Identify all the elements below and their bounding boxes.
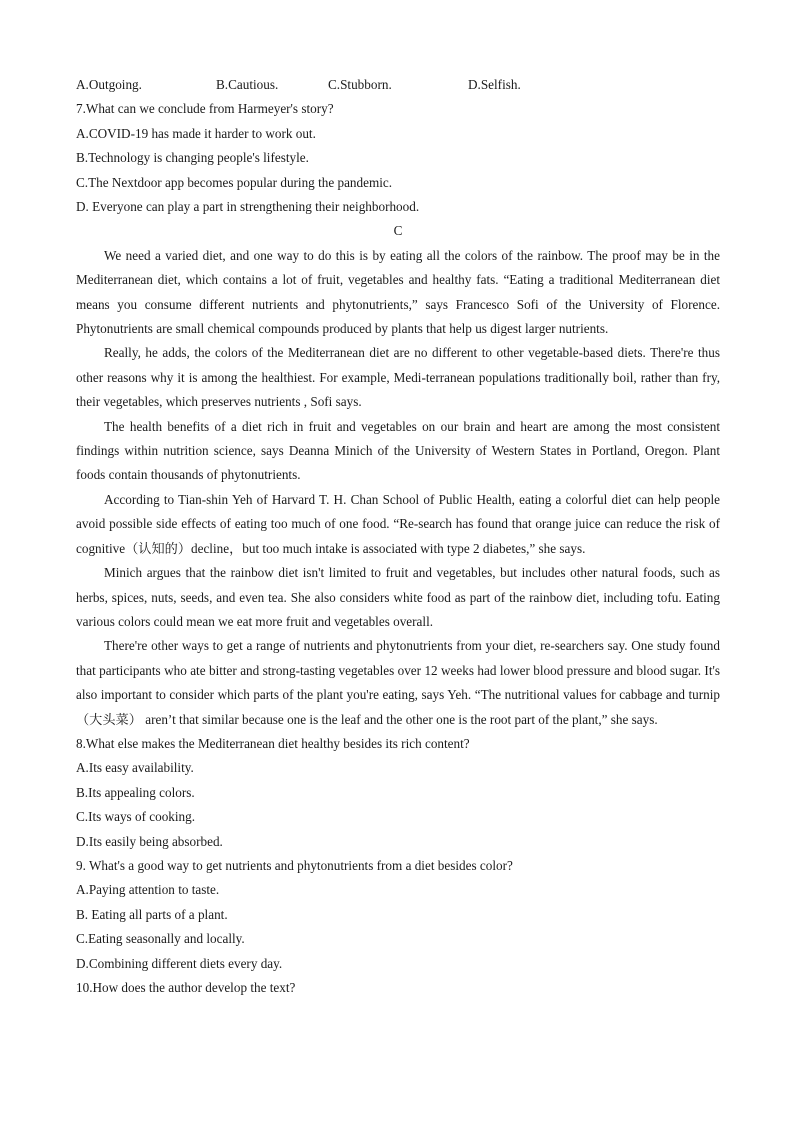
passage-paragraph: We need a varied diet, and one way to do this is by eating all the colors of the rainbow. The proof may be in the Mediterranean diet, which contains a lot of fruit, vegetables and healthy fats. “Eating a traditional Mediterranean diet means you consume different nutrients and phytonutrients,” says Francesco Sofi of the University of Florence. Phytonutrients are small chemical compounds produced by plants that help us digest larger nutrients. xyxy=(76,247,720,337)
q8-option-d: D.Its easily being absorbed. xyxy=(76,833,223,849)
passage-paragraph: Minich argues that the rainbow diet isn't limited to fruit and vegetables, but includes other natural foods, such as herbs, spices, nuts, seeds, and even tea. She also considers white food as part of the rainbow diet, including tofu. Eating various colors could mean we eat more fruit and vegetables overall. xyxy=(76,565,720,629)
q8-option-b: B.Its appealing colors. xyxy=(76,784,195,800)
q7-option-a: A.COVID-19 has made it harder to work out. xyxy=(76,125,316,141)
q7-option-d: D. Everyone can play a part in strengthening their neighborhood. xyxy=(76,199,420,215)
q8-question: 8.What else makes the Mediterranean diet healthy besides its rich content? xyxy=(76,735,470,751)
q9-option-d: D.Combining different diets every day. xyxy=(76,955,283,971)
section-label: C xyxy=(393,223,403,239)
q8-option-a: A.Its easy availability. xyxy=(76,760,194,776)
q9-option-c: C.Eating seasonally and locally. xyxy=(76,931,245,947)
q9-option-a: A.Paying attention to taste. xyxy=(76,882,220,898)
q8-option-c: C.Its ways of cooking. xyxy=(76,809,196,825)
q6-options xyxy=(76,73,720,97)
q9-option-b: B. Eating all parts of a plant. xyxy=(76,906,228,922)
q6-option-b: B.Cautious. xyxy=(216,77,279,92)
passage-paragraph: The health benefits of a diet rich in fruit and vegetables on our brain and heart are among the most consistent findings within nutrition science, says Deanna Minich of the University of Western States in Portland, Oregon. Plant foods contain thousands of phytonutrients. xyxy=(76,418,720,483)
q7-question: 7.What can we conclude from Harmeyer's story? xyxy=(76,101,334,117)
q6-option-a: A.Outgoing. xyxy=(76,77,142,92)
passage-paragraph: There're other ways to get a range of nutrients and phytonutrients from your diet, re-searchers say. One study found that participants who ate bitter and strong-tasting vegetables over 12 weeks had lower blood pressure and blood sugar. It's also important to consider which parts of the plant you're eating, says Yeh. “The nutritional values for cabbage and turnip （大头菜） aren’t that similar because one is the leaf and the other one is the root part of the plant,” she says. xyxy=(76,638,720,727)
exam-page xyxy=(76,73,720,1000)
q10-question: 10.How does the author develop the text? xyxy=(76,980,296,996)
passage-paragraph: Really, he adds, the colors of the Mediterranean diet are no different to other vegetable-based diets. There're thus other reasons why it is among the healthiest. For example, Medi-terranean populations traditionally boil, rather than fry, their vegetables, which preserves nutrients , Sofi says. xyxy=(76,345,720,410)
q7-option-b: B.Technology is changing people's lifestyle. xyxy=(76,150,309,166)
q9-question: 9. What's a good way to get nutrients and phytonutrients from a diet besides color? xyxy=(76,857,513,873)
q6-option-c: C.Stubborn. xyxy=(328,77,392,92)
q7-option-c: C.The Nextdoor app becomes popular during the pandemic. xyxy=(76,174,393,190)
passage-paragraph: According to Tian-shin Yeh of Harvard T. H. Chan School of Public Health, eating a colorful diet can help people avoid possible side effects of eating too much of one food. “Re-search has found that orange juice can reduce the risk of cognitive（认知的）decline，but too much intake is associated with type 2 diabetes,” she says. xyxy=(76,491,720,556)
q6-option-d: D.Selfish. xyxy=(468,77,521,92)
